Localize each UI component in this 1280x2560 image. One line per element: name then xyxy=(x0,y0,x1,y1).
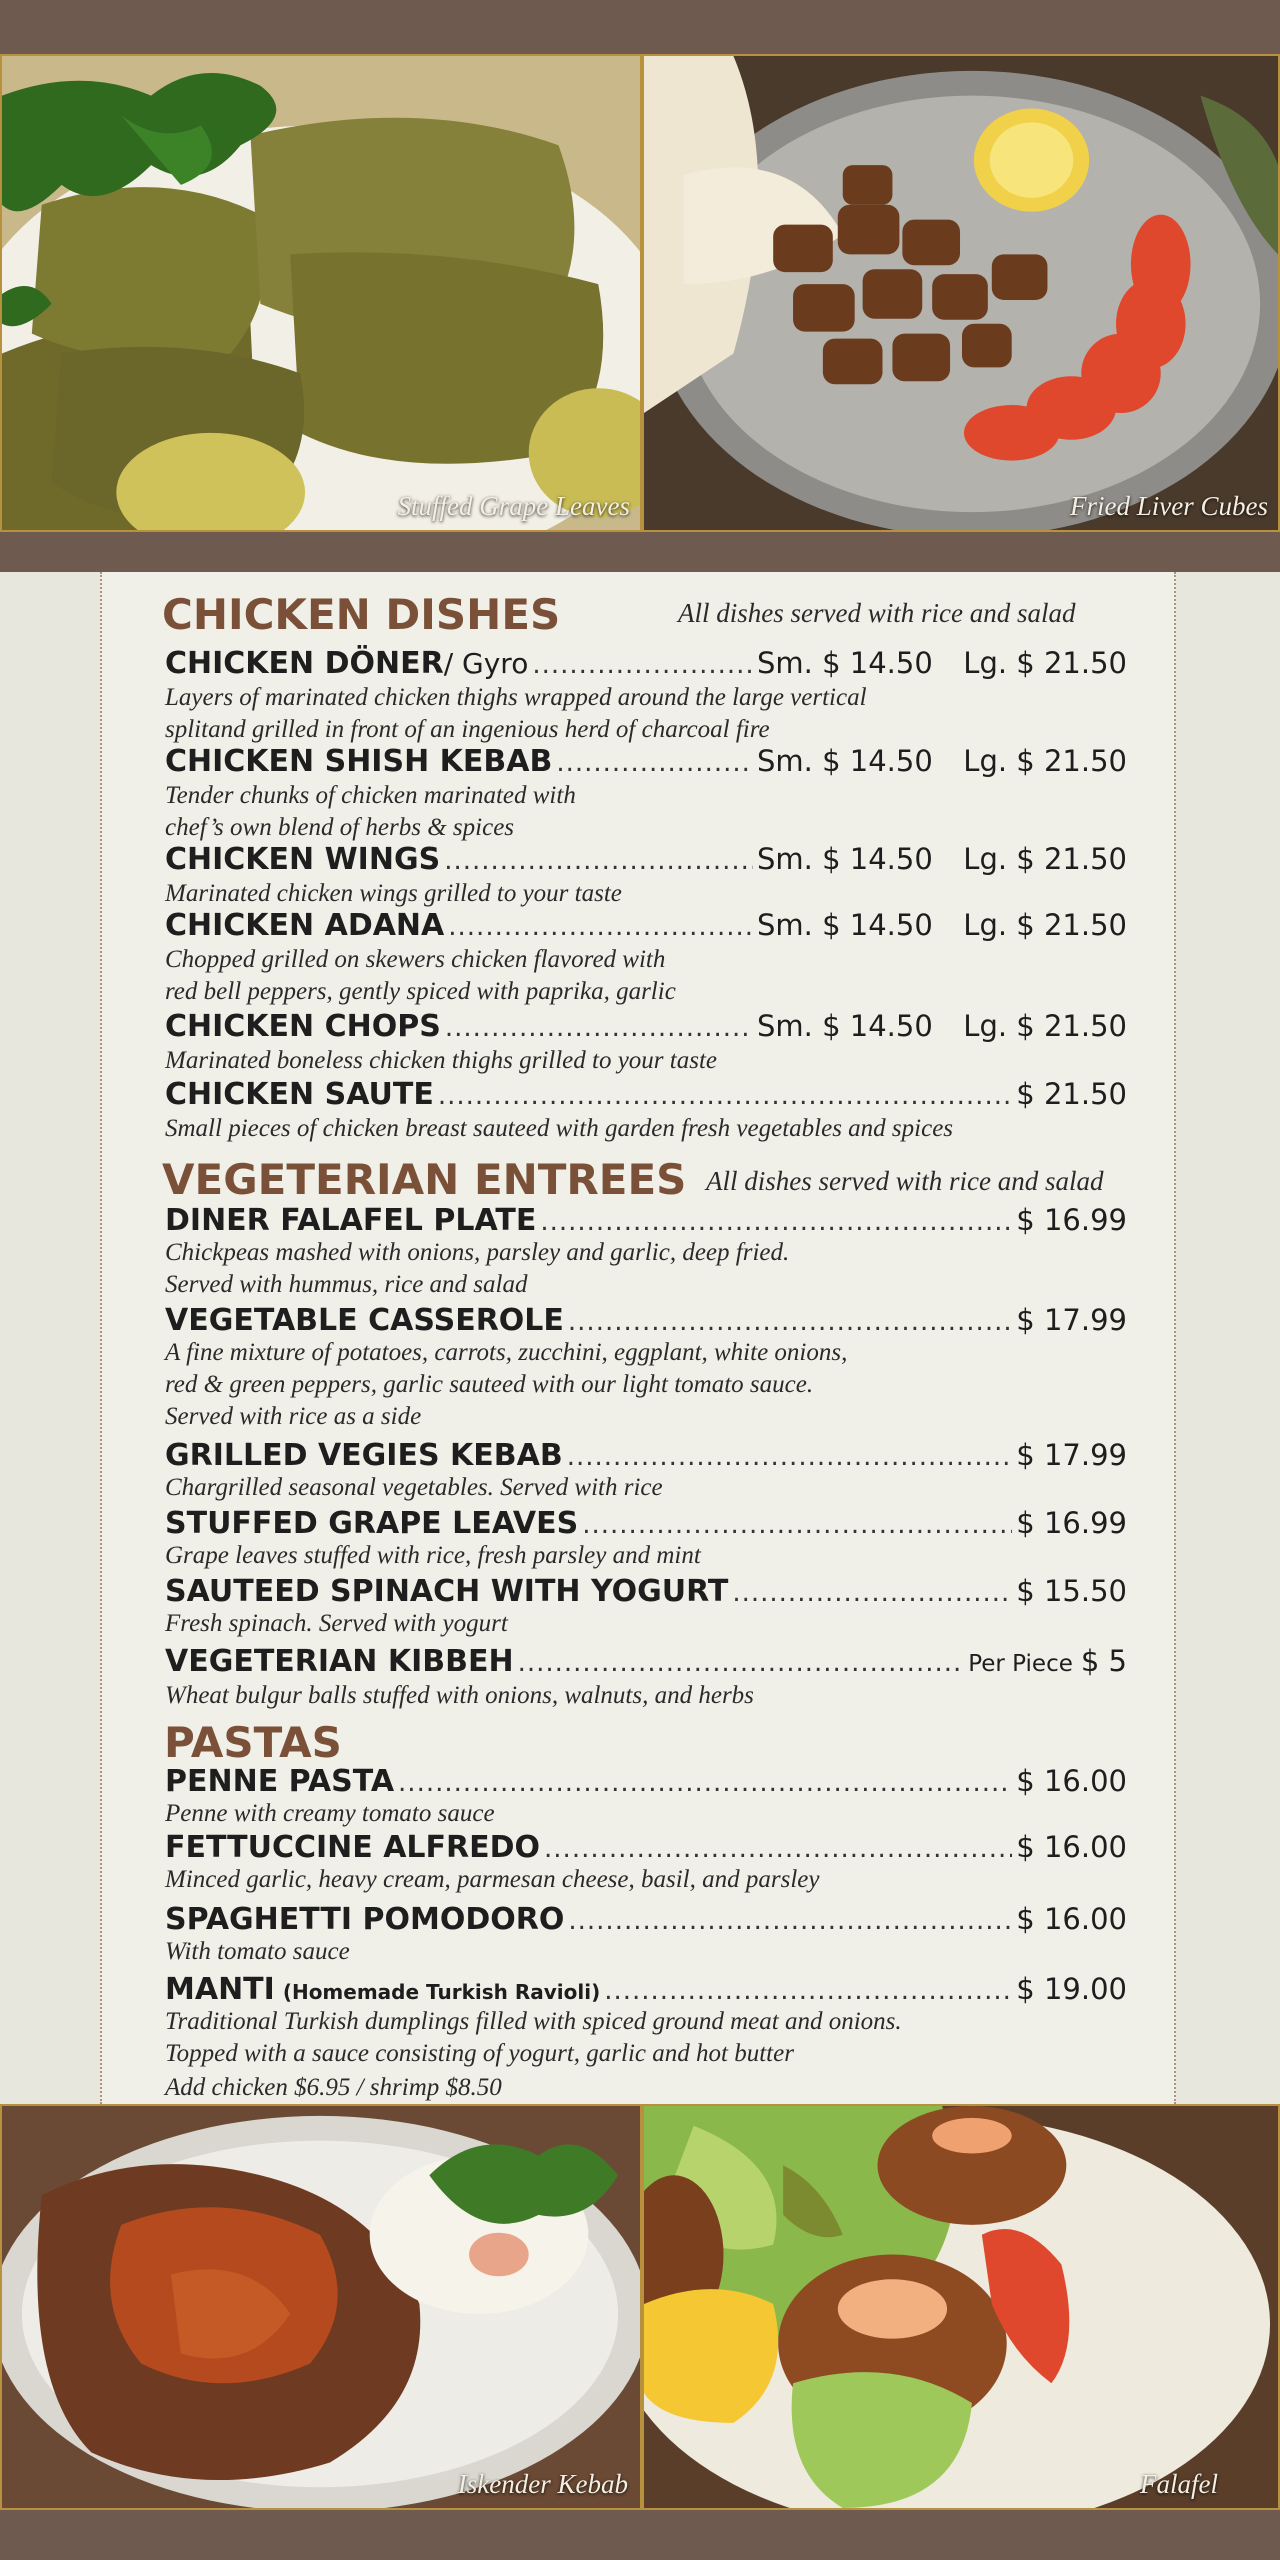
menu-item-penne-pasta xyxy=(165,1764,1127,1799)
price: $ 16.99 xyxy=(1016,1203,1127,1237)
pasta-addon-note: Add chicken $6.95 / shrimp $8.50 xyxy=(165,2074,502,2101)
leader-dots xyxy=(540,1207,1012,1237)
desc-line: Chickpeas mashed with onions, parsley and garlic, deep fried. xyxy=(165,1239,790,1266)
item-name: PENNE PASTA xyxy=(165,1764,395,1799)
item-description xyxy=(165,1608,508,1640)
item-description xyxy=(165,1113,953,1145)
menu-item-chicken-chops xyxy=(165,1009,1127,1044)
photo-caption: Iskender Kebab xyxy=(457,2469,628,2499)
desc-line: Penne with creamy tomato sauce xyxy=(165,1800,495,1827)
price: $ 19.00 xyxy=(1016,1972,1127,2006)
menu-item-manti xyxy=(165,1972,1127,2007)
leader-dots xyxy=(567,1442,1013,1472)
menu-item-chicken-saute xyxy=(165,1077,1127,1112)
item-description xyxy=(165,1472,663,1504)
price: $ 16.99 xyxy=(1016,1506,1127,1540)
menu-item-chicken-wings xyxy=(165,842,1127,877)
photo-falafel xyxy=(642,2104,1280,2510)
price-large: Lg. $ 21.50 xyxy=(963,1009,1127,1043)
price-large: Lg. $ 21.50 xyxy=(963,646,1127,680)
leader-dots xyxy=(568,1906,1012,1936)
desc-line: Served with rice as a side xyxy=(165,1403,422,1430)
item-description xyxy=(165,1237,789,1301)
price: $ 17.99 xyxy=(1016,1303,1127,1337)
price-large: Lg. $ 21.50 xyxy=(963,908,1127,942)
desc-line: Chargrilled seasonal vegetables. Served with rice xyxy=(165,1474,663,1501)
desc-line: Small pieces of chicken breast sauteed with garden fresh vegetables and spices xyxy=(165,1115,954,1142)
leader-dots xyxy=(518,1648,965,1678)
menu-item-fettuccine-alfredo xyxy=(165,1830,1127,1865)
item-name: CHICKEN ADANA xyxy=(165,908,445,943)
desc-line: Fresh spinach. Served with yogurt xyxy=(165,1610,508,1637)
item-description xyxy=(165,1540,701,1572)
top-band xyxy=(0,0,1280,54)
item-description xyxy=(165,1337,847,1433)
desc-line: Traditional Turkish dumplings filled with spiced ground meat and onions. xyxy=(165,2008,902,2035)
price: $ 16.00 xyxy=(1016,1830,1127,1864)
item-name: STUFFED GRAPE LEAVES xyxy=(165,1506,579,1541)
desc-line: chef’s own blend of herbs & spices xyxy=(165,814,515,841)
section-note-chicken: All dishes served with rice and salad xyxy=(678,598,1076,628)
item-name: CHICKEN WINGS xyxy=(165,842,441,877)
section-title-pastas: PASTAS xyxy=(164,1718,342,1767)
leader-dots xyxy=(532,650,753,680)
price-small: Sm. $ 14.50 xyxy=(757,908,933,942)
desc-line: Layers of marinated chicken thighs wrapped around the large vertical xyxy=(165,684,867,711)
price-small: Sm. $ 14.50 xyxy=(757,1009,933,1043)
leader-dots xyxy=(582,1510,1012,1540)
item-name: CHICKEN CHOPS xyxy=(165,1009,441,1044)
desc-line: A fine mixture of potatoes, carrots, zucchini, eggplant, white onions, xyxy=(165,1339,848,1366)
desc-line: Tender chunks of chicken marinated with xyxy=(165,782,576,809)
item-name: CHICKEN SAUTE xyxy=(165,1077,434,1112)
leader-dots xyxy=(568,1307,1012,1337)
price: $ 5 xyxy=(1080,1644,1127,1678)
menu-item-diner-falafel-plate xyxy=(165,1203,1127,1238)
photo-caption: Falafel xyxy=(1140,2469,1218,2499)
desc-line: Marinated chicken wings grilled to your taste xyxy=(165,880,622,907)
leader-dots xyxy=(544,1834,1012,1864)
item-name: MANTI xyxy=(165,1972,275,2007)
menu-item-chicken-doner xyxy=(165,646,1127,681)
item-name: SAUTEED SPINACH WITH YOGURT xyxy=(165,1574,729,1609)
menu-item-spaghetti-pomodoro xyxy=(165,1902,1127,1937)
item-description xyxy=(165,1864,819,1896)
price-label: Per Piece xyxy=(968,1651,1073,1677)
item-name: VEGETABLE CASSEROLE xyxy=(165,1303,564,1338)
item-description xyxy=(165,1680,754,1712)
leader-dots xyxy=(448,912,753,942)
item-description xyxy=(165,944,676,1008)
menu-item-grilled-vegies-kebab xyxy=(165,1438,1127,1473)
price-small: Sm. $ 14.50 xyxy=(757,646,933,680)
item-name: DINER FALAFEL PLATE xyxy=(165,1203,537,1238)
falafel-illustration xyxy=(644,2106,1278,2508)
leader-dots xyxy=(398,1768,1012,1798)
section-title-vegeterian: VEGETERIAN ENTREES xyxy=(162,1155,687,1204)
item-name-note: (Homemade Turkish Ravioli) xyxy=(282,1980,601,2004)
price: $ 15.50 xyxy=(1016,1574,1127,1608)
desc-line: Wheat bulgur balls stuffed with onions, walnuts, and herbs xyxy=(165,1682,754,1709)
section-title-chicken: CHICKEN DISHES xyxy=(162,590,561,639)
photo-stuffed-grape-leaves xyxy=(0,54,642,532)
item-description xyxy=(165,1045,717,1077)
section-note-vegeterian: All dishes served with rice and salad xyxy=(706,1166,1104,1196)
item-name: VEGETERIAN KIBBEH xyxy=(165,1644,514,1679)
price: $ 17.99 xyxy=(1016,1438,1127,1472)
item-description xyxy=(165,2006,902,2070)
desc-line: Minced garlic, heavy cream, parmesan cheese, basil, and parsley xyxy=(165,1866,820,1893)
desc-line: Marinated boneless chicken thighs grilled to your taste xyxy=(165,1047,717,1074)
item-description xyxy=(165,878,622,910)
desc-line: red & green peppers, garlic sauteed with our light tomato sauce. xyxy=(165,1371,814,1398)
leader-dots xyxy=(556,748,753,778)
desc-line: red bell peppers, gently spiced with paprika, garlic xyxy=(165,978,676,1005)
menu-item-vegeterian-kibbeh xyxy=(165,1644,1127,1679)
price: $ 16.00 xyxy=(1016,1764,1127,1798)
item-name-suffix: / Gyro xyxy=(443,647,529,680)
desc-line: Topped with a sauce consisting of yogurt, garlic and hot butter xyxy=(165,2040,794,2067)
leader-dots xyxy=(445,1013,753,1043)
menu-item-sauteed-spinach-with-yogurt xyxy=(165,1574,1127,1609)
item-name: FETTUCCINE ALFREDO xyxy=(165,1830,541,1865)
photo-caption: Stuffed Grape Leaves xyxy=(397,491,630,521)
item-name: CHICKEN DÖNER xyxy=(165,646,444,681)
price: $ 16.00 xyxy=(1016,1902,1127,1936)
menu-item-chicken-adana xyxy=(165,908,1127,943)
fried-liver-cubes-illustration xyxy=(644,56,1278,530)
leader-dots xyxy=(732,1578,1012,1608)
desc-line: Grape leaves stuffed with rice, fresh parsley and mint xyxy=(165,1542,701,1569)
photo-caption: Fried Liver Cubes xyxy=(1070,491,1268,521)
price: $ 21.50 xyxy=(1016,1077,1127,1111)
price-large: Lg. $ 21.50 xyxy=(963,744,1127,778)
leader-dots xyxy=(438,1081,1012,1111)
item-name: CHICKEN SHISH KEBAB xyxy=(165,744,553,779)
iskender-kebab-illustration xyxy=(2,2106,640,2508)
photo-iskender-kebab xyxy=(0,2104,642,2510)
leader-dots xyxy=(444,846,753,876)
item-name: GRILLED VEGIES KEBAB xyxy=(165,1438,563,1473)
item-description xyxy=(165,1936,350,1968)
item-description xyxy=(165,682,867,746)
item-name: SPAGHETTI POMODORO xyxy=(165,1902,565,1937)
menu-item-chicken-shish-kebab xyxy=(165,744,1127,779)
desc-line: splitand grilled in front of an ingenious herd of charcoal fire xyxy=(165,716,770,743)
menu-item-vegetable-casserole xyxy=(165,1303,1127,1338)
menu-item-stuffed-grape-leaves xyxy=(165,1506,1127,1541)
photo-fried-liver-cubes xyxy=(642,54,1280,532)
price-small: Sm. $ 14.50 xyxy=(757,744,933,778)
price-large: Lg. $ 21.50 xyxy=(963,842,1127,876)
leader-dots xyxy=(604,1976,1012,2006)
item-description xyxy=(165,780,576,844)
stuffed-grape-leaves-illustration xyxy=(2,56,640,530)
item-description xyxy=(165,1798,495,1830)
price-small: Sm. $ 14.50 xyxy=(757,842,933,876)
desc-line: Chopped grilled on skewers chicken flavored with xyxy=(165,946,666,973)
desc-line: Served with hummus, rice and salad xyxy=(165,1271,528,1298)
desc-line: With tomato sauce xyxy=(165,1938,350,1965)
